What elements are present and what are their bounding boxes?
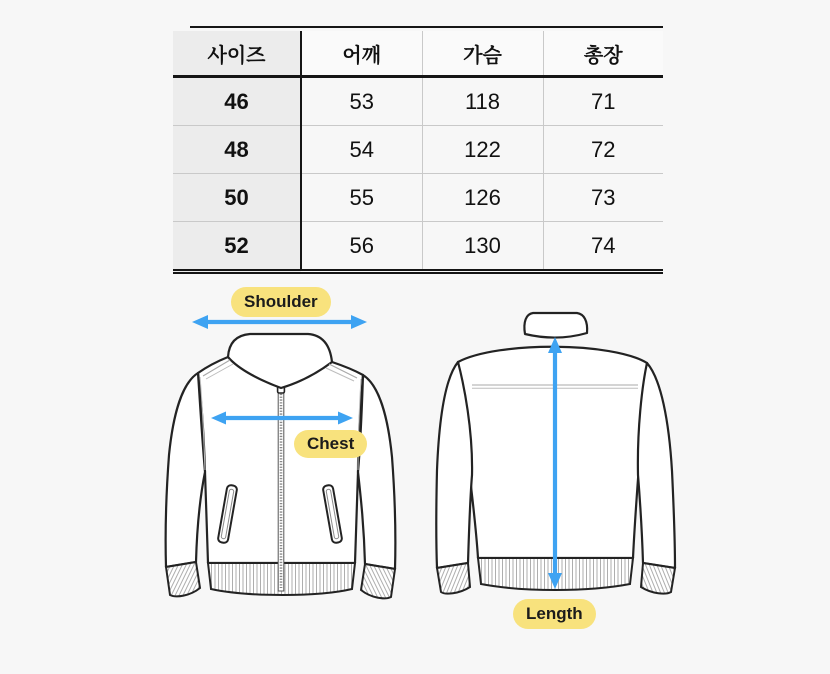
front-jacket-illustration: [158, 285, 408, 605]
cell-shoulder: 55: [301, 174, 422, 222]
cell-length: 72: [543, 126, 663, 174]
back-jacket-illustration: [428, 300, 683, 640]
header-cell-size: 사이즈: [173, 31, 301, 77]
front-left-sleeve: [166, 373, 205, 567]
cell-chest: 122: [422, 126, 543, 174]
table-row: [173, 77, 663, 126]
cell-size: 52: [173, 222, 301, 272]
size-chart-table: [173, 31, 663, 274]
table-header-row: [173, 31, 663, 77]
cell-length: 71: [543, 77, 663, 126]
length-label-badge: Length: [513, 599, 596, 629]
cell-size: 46: [173, 77, 301, 126]
chest-label-badge: Chest: [294, 430, 367, 458]
table-row: [173, 126, 663, 174]
cell-chest: 126: [422, 174, 543, 222]
front-right-sleeve: [358, 375, 395, 569]
front-left-cuff-rib: [166, 562, 200, 596]
back-body: [458, 347, 647, 558]
front-jacket-drawing: [158, 285, 408, 605]
shoulder-label-badge: Shoulder: [231, 287, 331, 317]
cell-shoulder: 54: [301, 126, 422, 174]
cell-chest: 130: [422, 222, 543, 272]
cell-shoulder: 56: [301, 222, 422, 272]
back-left-cuff-rib: [437, 563, 470, 594]
cell-length: 73: [543, 174, 663, 222]
header-cell-chest: 가슴: [422, 31, 543, 77]
shoulder-arrow: [192, 315, 367, 329]
header-cell-length: 총장: [543, 31, 663, 77]
header-cell-shoulder: 어깨: [301, 31, 422, 77]
cell-size: 48: [173, 126, 301, 174]
cell-shoulder: 53: [301, 77, 422, 126]
back-collar-rib: [524, 313, 587, 338]
back-jacket-drawing: [428, 300, 683, 640]
cell-chest: 118: [422, 77, 543, 126]
table-top-rule: [190, 26, 663, 28]
front-right-cuff-rib: [361, 564, 395, 598]
back-right-sleeve: [638, 363, 675, 568]
cell-size: 50: [173, 174, 301, 222]
table-row: [173, 222, 663, 272]
cell-length: 74: [591, 232, 616, 258]
table-row: [173, 174, 663, 222]
back-right-cuff-rib: [641, 563, 675, 594]
